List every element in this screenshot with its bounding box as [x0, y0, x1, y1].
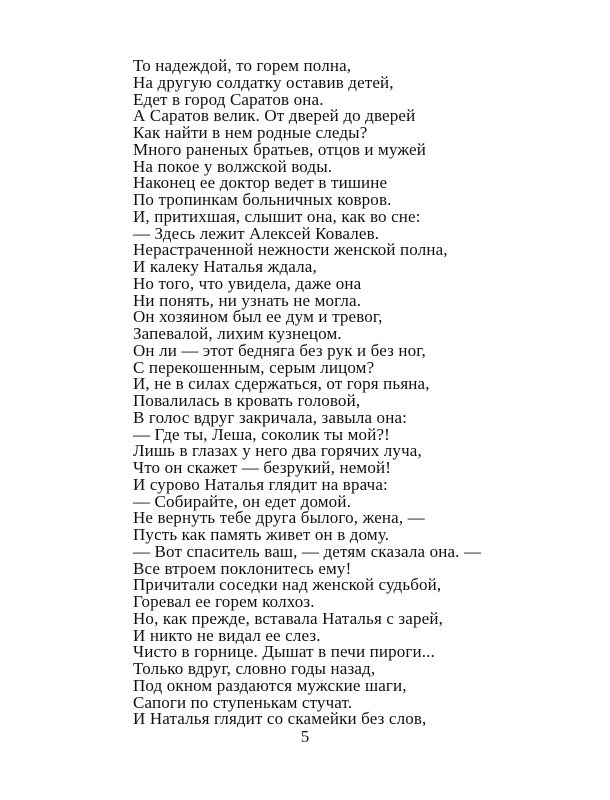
- poem-line: Горевал ее горем колхоз.: [133, 592, 315, 611]
- poem-line: Под окном раздаются мужские шаги,: [133, 675, 407, 695]
- poem-line: То надеждой, то горем полна,: [133, 56, 352, 75]
- poem-line: Пусть как память живет он в дому.: [133, 525, 390, 544]
- poem-line: Но, как прежде, вставала Наталья с зарей,: [133, 608, 443, 628]
- poem-line: На покое у волжской воды.: [133, 156, 333, 176]
- poem-line: Только вдруг, словно годы назад,: [133, 659, 376, 678]
- poem-line: С перекошенным, серым лицом?: [133, 357, 375, 377]
- poem-line: А Саратов велик. От дверей до дверей: [133, 106, 416, 126]
- poem-line: Много раненых братьев, отцов и мужей: [133, 139, 427, 159]
- poem-line: На другую солдатку оставив детей,: [133, 72, 394, 92]
- poem-line: Что он скажет — безрукий, немой!: [133, 458, 392, 477]
- poem-line: — Здесь лежит Алексей Ковалев.: [133, 223, 380, 243]
- poem-line: Как найти в нем родные следы?: [133, 123, 368, 142]
- poem-line: Запевалой, лихим кузнецом.: [133, 324, 342, 343]
- poem-line: Наконец ее доктор ведет в тишине: [133, 173, 388, 193]
- poem-line: Все втроем поклонитесь ему!: [133, 558, 352, 578]
- poem-line: В голос вдруг закричала, завыла она:: [133, 407, 408, 427]
- poem-line: Ни понять, ни узнать не могла.: [133, 290, 362, 310]
- poem-line: И калеку Наталья ждала,: [133, 257, 317, 276]
- poem-line: По тропинкам больничных ковров.: [133, 190, 392, 209]
- poem-line: Повалилась в кровать головой,: [133, 391, 361, 410]
- poem-line: Причитали соседки над женской судьбой,: [133, 575, 442, 595]
- page-number: 5: [300, 727, 310, 746]
- poem-line: И Наталья глядит со скамейки без слов,: [133, 709, 427, 729]
- poem-line: Едет в город Саратов она.: [133, 89, 324, 109]
- poem-line: И, не в силах сдержаться, от горя пьяна,: [133, 374, 430, 394]
- poem-line: — Вот спаситель ваш, — детям сказала она. —: [133, 541, 482, 561]
- poem-line: — Где ты, Леша, соколик ты мой?!: [133, 424, 390, 444]
- poem-line: Сапоги по ступенькам стучат.: [133, 692, 353, 712]
- poem-line: — Собирайте, он едет домой.: [133, 491, 351, 511]
- poem-line: Чисто в горнице. Дышат в печи пироги...: [133, 642, 435, 662]
- poem-line: Он ли — этот бедняга без рук и без ног,: [133, 340, 426, 360]
- poem-line: И сурово Наталья глядит на врача:: [133, 474, 388, 494]
- poem-line: Лишь в глазах у него два горячих луча,: [133, 441, 422, 461]
- poem-line: И, притихшая, слышит она, как во сне:: [133, 206, 421, 226]
- poem-line: Нерастраченной нежности женской полна,: [133, 240, 448, 260]
- poem-line: Но того, что увидела, даже она: [133, 273, 362, 293]
- poem-text: [133, 58, 493, 728]
- poem-line: Не вернуть тебе друга былого, жена, —: [133, 508, 425, 528]
- poem-line: И никто не видал ее слез.: [133, 625, 321, 645]
- poem-line: Он хозяином был ее дум и тревог,: [133, 307, 383, 327]
